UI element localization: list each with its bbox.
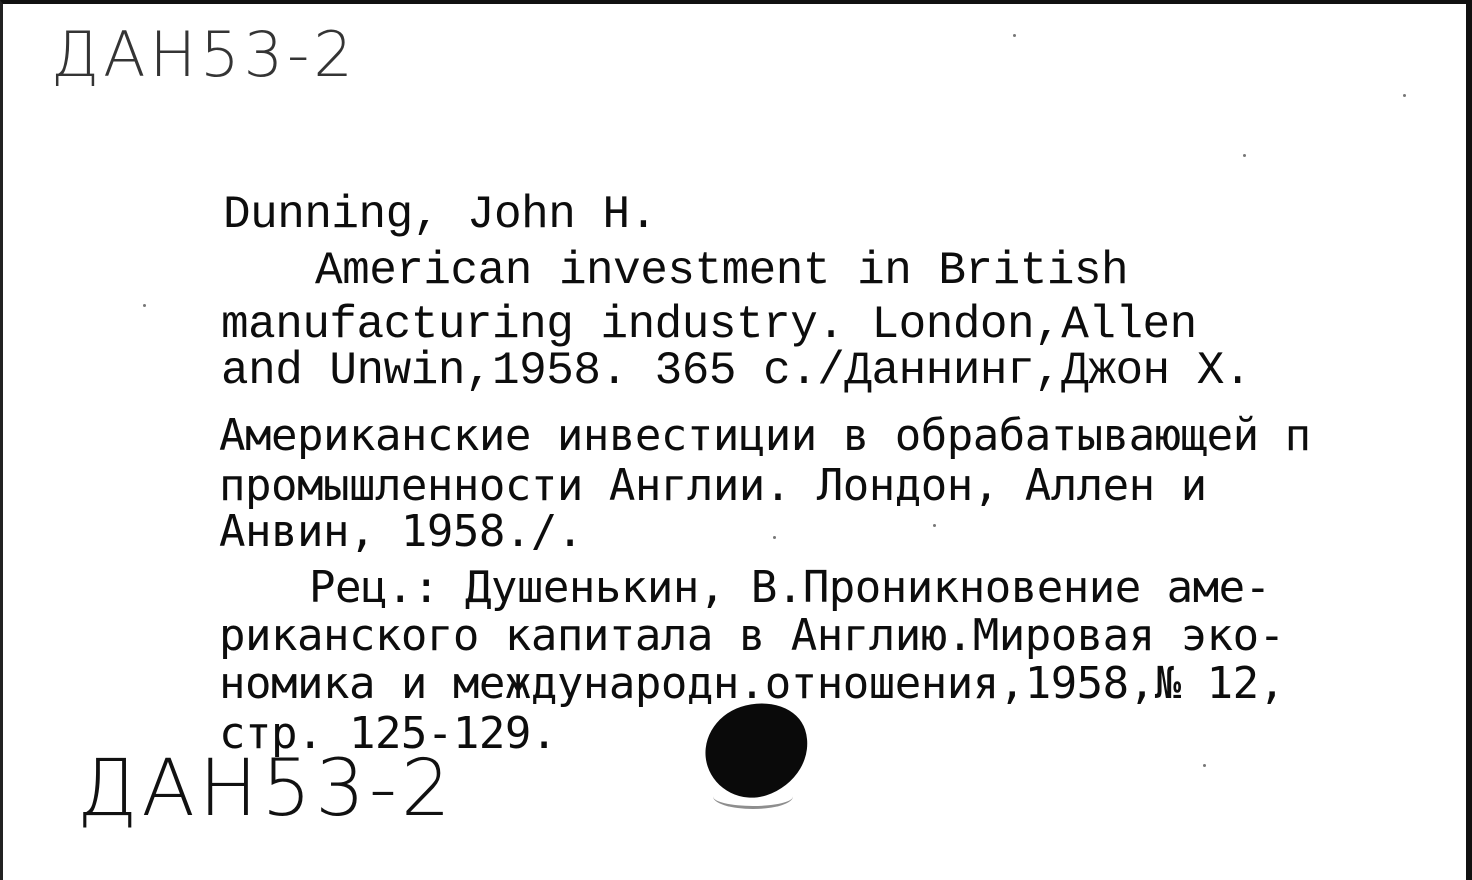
review-line-4: стр. 125-129. bbox=[219, 708, 557, 759]
review-line-1: Рец.: Душенькин, В.Проникновение аме- bbox=[309, 562, 1271, 613]
author-line: Dunning, John H. bbox=[223, 189, 657, 241]
paper-speck bbox=[143, 304, 146, 307]
translation-line-3: Анвин, 1958./. bbox=[219, 506, 583, 557]
translation-line-2: промышленности Англии. Лондон, Аллен и bbox=[219, 460, 1207, 511]
translation-line-1: Американские инвестиции в обрабатывающей п bbox=[219, 410, 1311, 461]
review-line-2: риканского капитала в Англию.Мировая эко- bbox=[219, 610, 1285, 661]
paper-speck bbox=[1403, 94, 1406, 97]
title-line-2: manufacturing industry. London,Allen bbox=[221, 299, 1197, 351]
paper-speck bbox=[1243, 154, 1246, 157]
review-line-3: номика и международн.отношения,1958,№ 12, bbox=[219, 658, 1285, 709]
title-line-1: American investment in British bbox=[315, 245, 1129, 297]
handwritten-shelfmark-top: ДАН53-2 bbox=[51, 18, 357, 91]
paper-speck bbox=[933, 524, 936, 527]
paper-speck bbox=[1013, 34, 1016, 37]
handwritten-shelfmark-bottom: ДАН53-2 bbox=[77, 744, 455, 834]
paper-speck bbox=[1203, 764, 1206, 767]
paper-speck bbox=[773, 536, 776, 539]
punch-hole-shadow bbox=[713, 784, 793, 809]
imprint-line: and Unwin,1958. 365 c./Даннинг,Джон Х. bbox=[221, 345, 1251, 397]
